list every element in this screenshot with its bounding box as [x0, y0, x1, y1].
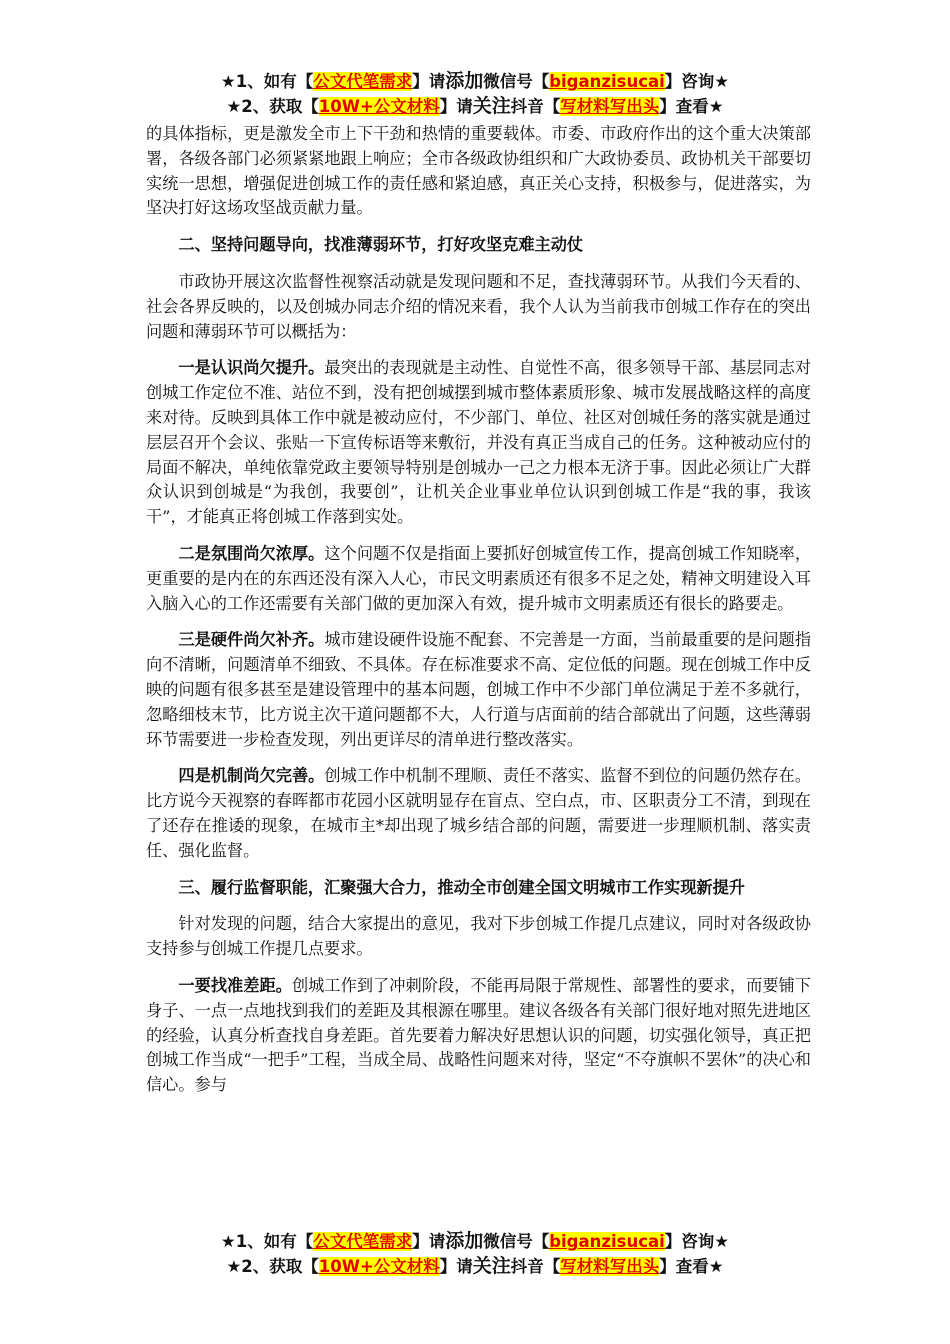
paragraph: 市政协开展这次监督性视察活动就是发现问题和不足，查找薄弱环节。从我们今天看的、社会各界反映的，以及创城办同志介绍的情况来看，我个人认为当前我市创城工作存在的突出问题和薄弱环节可以概括为：	[146, 271, 811, 341]
paragraph: 四是机制尚欠完善。创城工作中机制不理顺、责任不落实、监督不到位的问题仍然存在。比方说今天视察的春晖都市花园小区就明显存在盲点、空白点，市、区职责分工不清，到现在了还存在推诿的现象，在城市主*却出现了城乡结合部的问题，需要进一步理顺机制、落实责任、强化监督。	[146, 766, 812, 860]
paragraph: 二是氛围尚欠浓厚。这个问题不仅是指面上要抓好创城宣传工作，提高创城工作知晓率，更重要的是内在的东西还没有深入人心，市民文明素质还有很多不足之处，精神文明建设入耳入脑入心的工作还需要有关部门做的更加深入有效，提升城市文明素质还有很长的路要走。	[146, 543, 812, 613]
banner-highlight-douyin-id: 写材料写出头	[560, 1257, 660, 1276]
paragraph: 三是硬件尚欠补齐。城市建设硬件设施不配套、不完善是一方面，当前最重要的是问题指向不清晰，问题清单不细致、不具体。存在标准要求不高、定位低的问题。现在创城工作中反映的问题有很多甚至是建设管理中的基本问题，创城工作中不少部门单位满足于差不多就行，忽略细枝末节，比方说主次干道问题都不大，人行道与店面前的结合部就出了问题，这些薄弱环节需要进一步检查发现，列出更详尽的清单进行整改落实。	[146, 630, 812, 749]
section-heading: 三、履行监督职能，汇聚强大合力，推动全市创建全国文明城市工作实现新提升	[178, 877, 745, 897]
banner-line-1: ★1、如有【公文代笔需求】请添加微信号【biganzisucai】咨询★	[220, 1230, 730, 1252]
banner-highlight-wechat-id: biganzisucai	[549, 72, 665, 91]
banner-highlight-douyin-id: 写材料写出头	[560, 97, 660, 116]
banner-highlight-materials: 10W+公文材料	[318, 1257, 440, 1276]
paragraph-lead: 四是机制尚欠完善。	[178, 766, 325, 786]
banner-line-1: ★1、如有【公文代笔需求】请添加微信号【biganzisucai】咨询★	[220, 70, 730, 92]
banner-line-2: ★2、获取【10W+公文材料】请关注抖音【写材料写出头】查看★	[226, 1255, 724, 1277]
document-body	[146, 122, 811, 1110]
paragraph-lead: 一要找准差距。	[178, 975, 292, 995]
section-heading: 二、坚持问题导向，找准薄弱环节，打好攻坚克难主动仗	[178, 235, 584, 255]
banner-highlight-service: 公文代笔需求	[313, 1232, 413, 1251]
paragraph: 一是认识尚欠提升。最突出的表现就是主动性、自觉性不高，很多领导干部、基层同志对创城工作定位不准、站位不到，没有把创城摆到城市整体素质形象、城市发展战略这样的高度来对待。反映到具体工作中就是被动应付，不少部门、单位、社区对创城任务的落实就是通过层层召开个会议、张贴一下宣传标语等来敷衍，并没有真正当成自己的任务。这种被动应付的局面不解决，单纯依靠党政主要领导特别是创城办一己之力根本无济于事。因此必须让广大群众认识到创城是“为我创，我要创”，让机关企业事业单位认识到创城工作是“我的事，我该干”，才能真正将创城工作落到实处。	[146, 358, 812, 527]
banner-highlight-wechat-id: biganzisucai	[549, 1232, 665, 1251]
top-banner	[0, 69, 950, 119]
banner-highlight-service: 公文代笔需求	[313, 72, 413, 91]
paragraph-lead: 一是认识尚欠提升。	[178, 358, 325, 378]
bottom-banner	[0, 1229, 950, 1279]
banner-highlight-materials: 10W+公文材料	[318, 97, 440, 116]
paragraph: 针对发现的问题，结合大家提出的意见，我对下步创城工作提几点建议，同时对各级政协支持参与创城工作提几点要求。	[146, 914, 811, 959]
paragraph-lead: 三是硬件尚欠补齐。	[178, 630, 325, 650]
paragraph: 一要找准差距。创城工作到了冲刺阶段，不能再局限于常规性、部署性的要求，而要铺下身子、一点一点地找到我们的差距及其根源在哪里。建议各级各有关部门很好地对照先进地区的经验，认真分析查找自身差距。首先要着力解决好思想认识的问题，切实强化领导，真正把创城工作当成“一把手”工程，当成全局、战略性问题来对待，坚定“不夺旗帜不罢休”的决心和信心。参与	[146, 975, 812, 1095]
banner-line-2: ★2、获取【10W+公文材料】请关注抖音【写材料写出头】查看★	[226, 95, 724, 117]
paragraph-lead: 二是氛围尚欠浓厚。	[178, 543, 325, 563]
paragraph: 的具体指标，更是激发全市上下干劲和热情的重要载体。市委、市政府作出的这个重大决策部署，各级各部门必须紧紧地跟上响应；全市各级政协组织和广大政协委员、政协机关干部要切实统一思想，增强促进创城工作的责任感和紧迫感，真正关心支持，积极参与，促进落实，为坚决打好这场攻坚战贡献力量。	[146, 124, 811, 218]
